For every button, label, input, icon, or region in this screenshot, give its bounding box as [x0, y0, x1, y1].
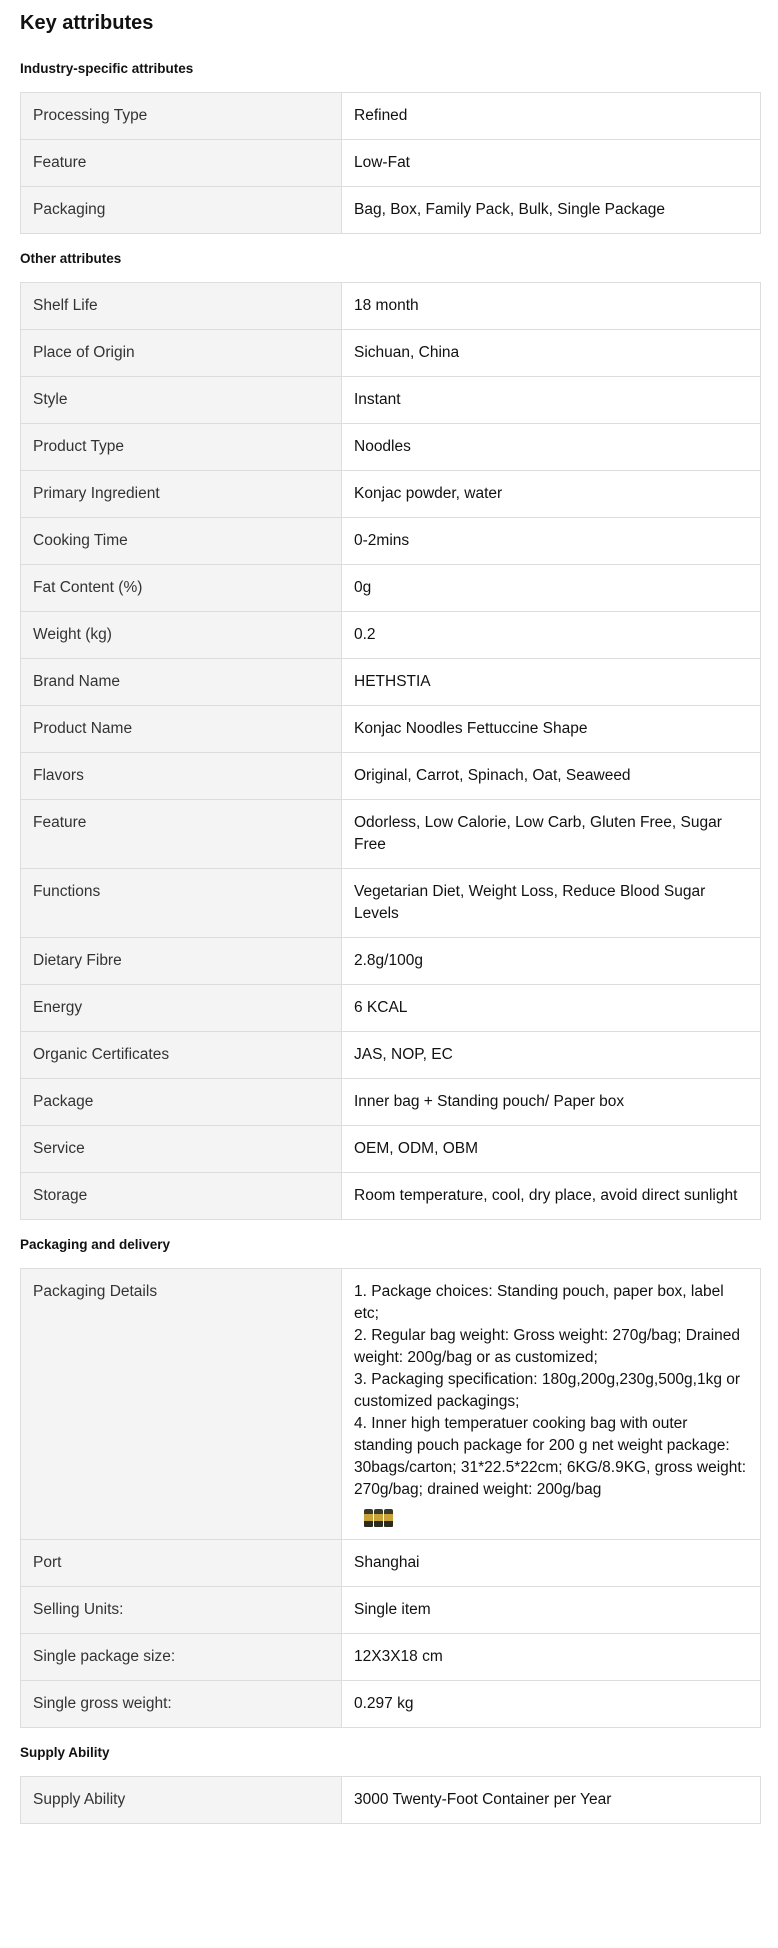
attribute-key: Shelf Life — [21, 283, 342, 330]
attribute-value: Vegetarian Diet, Weight Loss, Reduce Blood Sugar Levels — [342, 869, 761, 938]
other-attributes-table — [20, 282, 761, 1220]
attribute-value: Instant — [342, 377, 761, 424]
attribute-value: 0g — [342, 565, 761, 612]
attribute-value: 6 KCAL — [342, 985, 761, 1032]
table-row — [21, 330, 761, 377]
attribute-value: Single item — [342, 1587, 761, 1634]
table-row — [21, 471, 761, 518]
attribute-key: Cooking Time — [21, 518, 342, 565]
section-title-other: Other attributes — [20, 251, 122, 266]
table-row — [21, 1587, 761, 1634]
attribute-key: Storage — [21, 1173, 342, 1220]
attribute-key: Processing Type — [21, 93, 342, 140]
packaging-detail-line: 2. Regular bag weight: Gross weight: 270g/bag; Drained weight: 200g/bag or as customized; — [354, 1327, 741, 1366]
table-row — [21, 753, 761, 800]
attribute-key: Functions — [21, 869, 342, 938]
attribute-value: Refined — [342, 93, 761, 140]
attribute-value: Noodles — [342, 424, 761, 471]
attribute-value: Low-Fat — [342, 140, 761, 187]
table-row — [21, 1269, 761, 1540]
table-row — [21, 140, 761, 187]
attribute-value: 3000 Twenty-Foot Container per Year — [342, 1777, 761, 1824]
section-title-supply: Supply Ability — [20, 1745, 110, 1760]
attribute-value: Original, Carrot, Spinach, Oat, Seaweed — [342, 753, 761, 800]
packaging-delivery-table — [20, 1268, 761, 1728]
table-row — [21, 93, 761, 140]
table-row — [21, 1540, 761, 1587]
attribute-key: Service — [21, 1126, 342, 1173]
table-row — [21, 985, 761, 1032]
table-row — [21, 377, 761, 424]
package-product-image — [364, 1507, 748, 1527]
table-row — [21, 612, 761, 659]
attribute-key: Flavors — [21, 753, 342, 800]
section-title-industry: Industry-specific attributes — [20, 61, 194, 76]
attribute-value: 12X3X18 cm — [342, 1634, 761, 1681]
attribute-key: Organic Certificates — [21, 1032, 342, 1079]
page-title: Key attributes — [20, 12, 154, 34]
table-row — [21, 283, 761, 330]
industry-attributes-table — [20, 92, 761, 234]
attribute-value: 0.297 kg — [342, 1681, 761, 1728]
attribute-key: Port — [21, 1540, 342, 1587]
table-row — [21, 1681, 761, 1728]
supply-ability-table — [20, 1776, 761, 1824]
attribute-key: Dietary Fibre — [21, 938, 342, 985]
table-row — [21, 1777, 761, 1824]
table-row — [21, 938, 761, 985]
table-row — [21, 869, 761, 938]
attribute-value: Konjac powder, water — [342, 471, 761, 518]
attribute-value: JAS, NOP, EC — [342, 1032, 761, 1079]
attribute-value: Sichuan, China — [342, 330, 761, 377]
table-row — [21, 424, 761, 471]
attribute-key: Single package size: — [21, 1634, 342, 1681]
attribute-key: Fat Content (%) — [21, 565, 342, 612]
attribute-value: 18 month — [342, 283, 761, 330]
attribute-key: Product Name — [21, 706, 342, 753]
attribute-value: Odorless, Low Calorie, Low Carb, Gluten Free, Sugar Free — [342, 800, 761, 869]
attribute-key: Packaging Details — [21, 1269, 342, 1540]
table-row — [21, 518, 761, 565]
attribute-key: Package — [21, 1079, 342, 1126]
table-row — [21, 800, 761, 869]
attribute-value: Konjac Noodles Fettuccine Shape — [342, 706, 761, 753]
attribute-key: Energy — [21, 985, 342, 1032]
jar-icon — [364, 1509, 373, 1527]
attribute-key: Weight (kg) — [21, 612, 342, 659]
attribute-key: Packaging — [21, 187, 342, 234]
table-row — [21, 187, 761, 234]
attribute-key: Feature — [21, 140, 342, 187]
attribute-value: Room temperature, cool, dry place, avoid direct sunlight — [342, 1173, 761, 1220]
packaging-detail-line: 1. Package choices: Standing pouch, paper box, label etc; — [354, 1283, 724, 1322]
table-row — [21, 659, 761, 706]
attribute-value: 0-2mins — [342, 518, 761, 565]
packaging-detail-line: 3. Packaging specification: 180g,200g,230g,500g,1kg or customized packagings; — [354, 1371, 741, 1410]
attribute-value: Shanghai — [342, 1540, 761, 1587]
attribute-value: Bag, Box, Family Pack, Bulk, Single Package — [342, 187, 761, 234]
attribute-value: 0.2 — [342, 612, 761, 659]
attribute-key: Primary Ingredient — [21, 471, 342, 518]
section-title-packaging: Packaging and delivery — [20, 1237, 171, 1252]
attribute-key: Product Type — [21, 424, 342, 471]
table-row — [21, 1126, 761, 1173]
table-row — [21, 706, 761, 753]
attribute-value: HETHSTIA — [342, 659, 761, 706]
attribute-key: Brand Name — [21, 659, 342, 706]
packaging-detail-line: 4. Inner high temperatuer cooking bag with outer standing pouch package for 200 g net weight package: 30bags/carton; 31*22.5*22cm; 6KG/8.9KG, gross weight: 270g/bag; drained weight: 200g/bag — [354, 1415, 747, 1498]
table-row — [21, 1173, 761, 1220]
table-row — [21, 1079, 761, 1126]
table-row — [21, 565, 761, 612]
attribute-key: Feature — [21, 800, 342, 869]
attribute-key: Supply Ability — [21, 1777, 342, 1824]
attribute-key: Single gross weight: — [21, 1681, 342, 1728]
attribute-value: Inner bag + Standing pouch/ Paper box — [342, 1079, 761, 1126]
attribute-value: 2.8g/100g — [342, 938, 761, 985]
attribute-key: Selling Units: — [21, 1587, 342, 1634]
attribute-key: Style — [21, 377, 342, 424]
table-row — [21, 1634, 761, 1681]
attribute-key: Place of Origin — [21, 330, 342, 377]
table-row — [21, 1032, 761, 1079]
jar-icon — [374, 1509, 383, 1527]
attribute-value: OEM, ODM, OBM — [342, 1126, 761, 1173]
attribute-value — [342, 1269, 761, 1540]
jar-icon — [384, 1509, 393, 1527]
